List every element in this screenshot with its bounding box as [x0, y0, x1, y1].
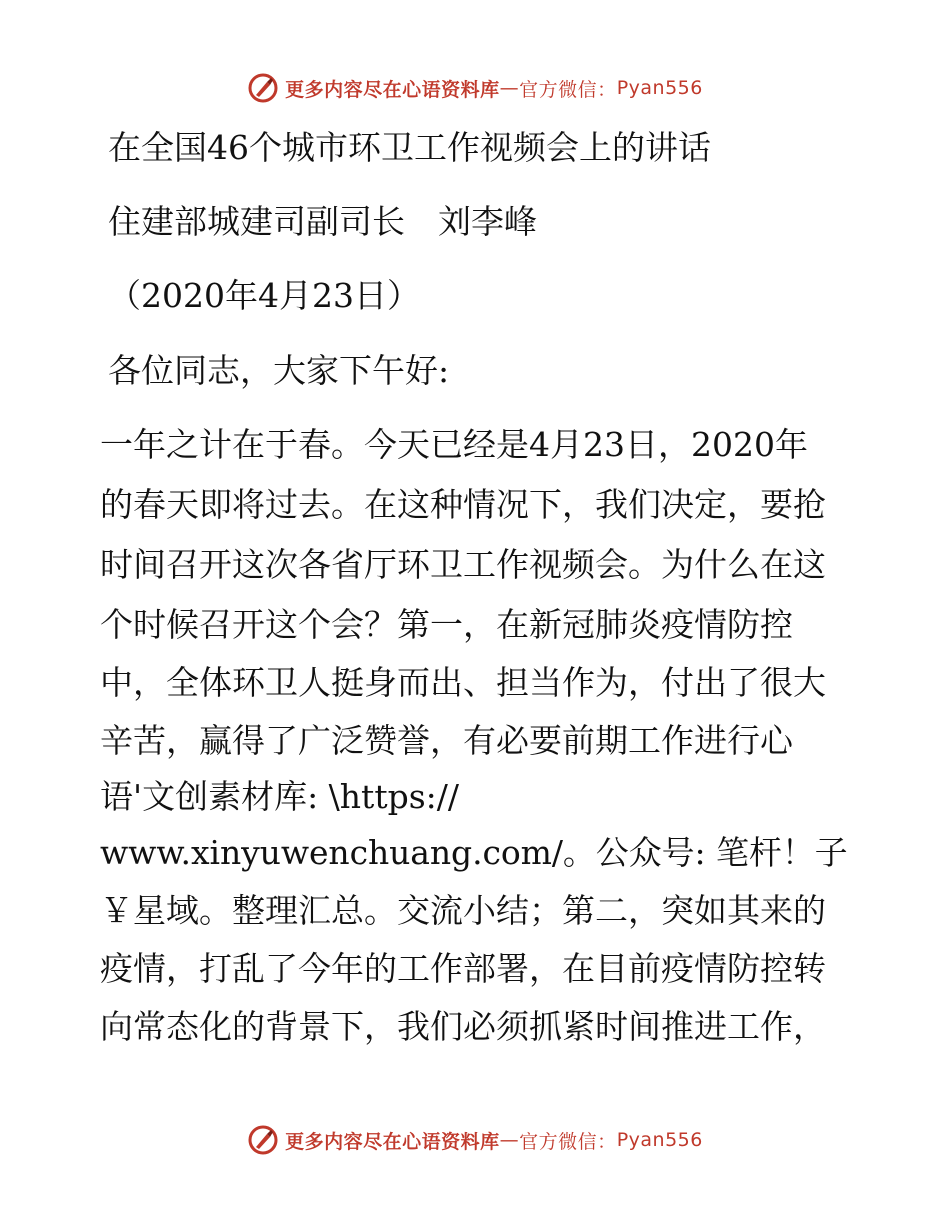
- paragraph-line: 疫情，打乱了今年的工作部署，在目前疫情防控转: [100, 949, 826, 988]
- paragraph-line: 个时候召开这个会？第一，在新冠肺炎疫情防控: [100, 605, 793, 644]
- document-title: 在全国46个城市环卫工作视频会上的讲话: [108, 128, 711, 167]
- banner-wechat-id: Pyan556: [616, 77, 703, 99]
- paragraph-line: 的春天即将过去。在这种情况下，我们决定，要抢: [100, 485, 826, 524]
- paragraph-line: ￥星域。整理汇总。交流小结；第二，突如其来的: [100, 891, 826, 930]
- banner-main-text: 更多内容尽在心语资料库: [285, 1130, 500, 1153]
- header-banner: [0, 72, 950, 104]
- paragraph-line: 语'文创素材库: \https://: [100, 777, 459, 816]
- paragraph-line: 一年之计在于春。今天已经是4月23日，2020年: [100, 425, 808, 464]
- paragraph-line: 辛苦，赢得了广泛赞誉，有必要前期工作进行心: [100, 721, 793, 760]
- paragraph-line: 向常态化的背景下，我们必须抓紧时间推进工作，: [100, 1007, 826, 1046]
- banner-dash: —: [499, 1129, 520, 1151]
- banner-contact-label: 官方微信：: [519, 1130, 617, 1153]
- document-date: （2020年4月23日）: [108, 276, 420, 315]
- banner-dash: —: [499, 77, 520, 99]
- document-greeting: 各位同志，大家下午好:: [108, 351, 450, 390]
- pen-logo-icon: [247, 1124, 279, 1156]
- document-speaker: 住建部城建司副司长 刘李峰: [108, 202, 537, 241]
- banner-main-text: 更多内容尽在心语资料库: [285, 78, 500, 101]
- banner-contact-label: 官方微信：: [519, 78, 617, 101]
- paragraph-line: 中，全体环卫人挺身而出、担当作为，付出了很大: [100, 663, 826, 702]
- paragraph-line: 时间召开这次各省厅环卫工作视频会。为什么在这: [100, 545, 826, 584]
- footer-banner: [0, 1124, 950, 1156]
- pen-logo-icon: [247, 72, 279, 104]
- paragraph-line: www.xinyuwenchuang.com/。公众号: 笔杆！子: [100, 833, 848, 872]
- banner-wechat-id: Pyan556: [616, 1129, 703, 1151]
